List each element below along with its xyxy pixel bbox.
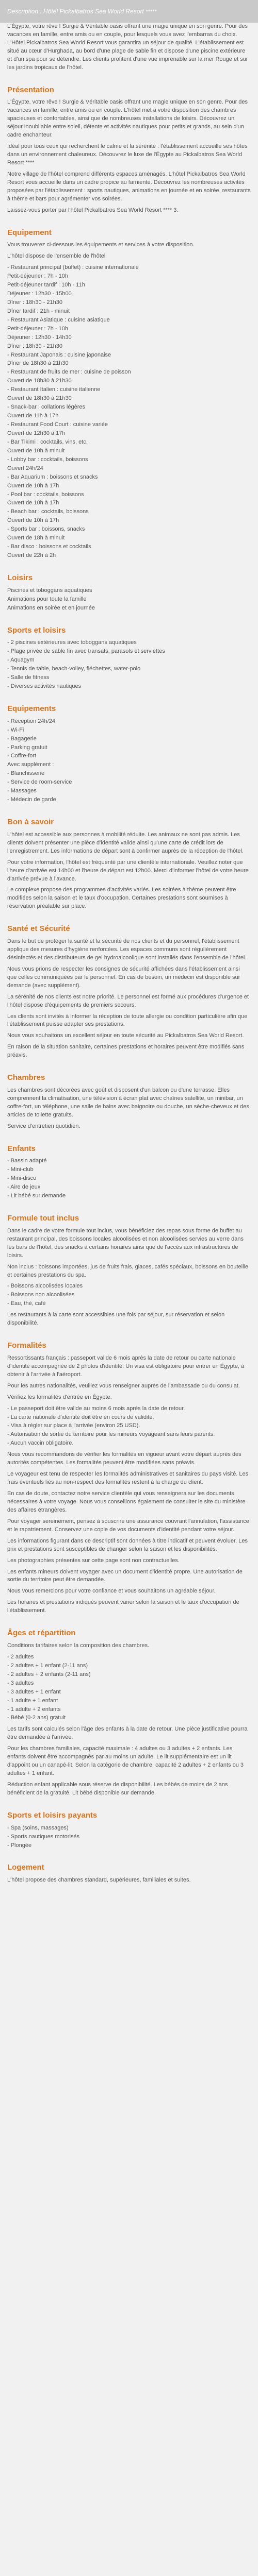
sports-heading: Sports et loisirs bbox=[7, 625, 66, 635]
ages-text-3: Pour les chambres familiales, capacité maximale : 4 adultes ou 3 adultes + 2 enfants. Les enfants doivent être accompagnés par au moins un adulte. Le lit supplémentaire est un lit d'appoint ou un canapé-lit. Selon la catégorie de chambre, capacité 2 adultes + 2 enfants ou 3 adultes + 1 enfant. bbox=[7, 1745, 244, 1777]
list-item: - 3 adultes bbox=[7, 1680, 34, 1686]
list-item: - Spa (soins, massages) bbox=[7, 1824, 69, 1831]
list-item: Ouvert de 18h30 à 21h30 bbox=[7, 395, 72, 402]
formalites-text-3: Vérifiez les formalités d'entrée en Égypte. bbox=[7, 1394, 112, 1400]
sante-text-3: La sérénité de nos clients est notre priorité. Le personnel est formé aux procédures d'urgence et l'hôtel dispose d'équipements de premiers secours. bbox=[7, 993, 249, 1008]
list-item: - Massages bbox=[7, 788, 37, 794]
list-item: - 2 adultes + 2 enfants (2-11 ans) bbox=[7, 1671, 91, 1677]
section-enfants bbox=[0, 1143, 258, 1207]
list-item: - Restaurant de fruits de mer : cuisine de poisson bbox=[7, 369, 131, 376]
bon-a-savoir-text-2: Pour votre information, l'hôtel est fréquenté par une clientèle internationale. Veuillez noter que l'heure d'arrivée est 14h00 et l'heure de départ est 12h00. Merci d'informer l'hôtel de votre heure d'arrivée prévue à l'avance. bbox=[7, 859, 249, 882]
list-item: - Beach bar : cocktails, boissons bbox=[7, 509, 89, 515]
formalites-text-2: Pour les autres nationalités, veuillez vous renseigner auprès de l'ambassade ou du consulat. bbox=[7, 1382, 240, 1389]
section-formule bbox=[0, 1213, 258, 1334]
presentation-text: L'Égypte, votre rêve ! Surgie & Véritable oasis offrant une magie unique en son genre. Pour des vacances en famille, entre amis ou en couple. L'hôtel met à votre disposition des chambres spacieuses et confortables, ainsi que de nombreuses installations de loisirs. Découvrez un séjour inoubliable entre soleil, détente et activités nautiques pour petits et grands, au sein d'un cadre enchanteur. bbox=[7, 99, 248, 139]
list-item: - Aquagym bbox=[7, 657, 35, 664]
list-item: - Pool bar : cocktails, boissons bbox=[7, 491, 84, 498]
list-item: - Restaurant Japonais : cuisine japonaise bbox=[7, 351, 111, 358]
list-item: Ouvert de 12h30 à 17h bbox=[7, 430, 66, 436]
section-equipements bbox=[0, 703, 258, 810]
bon-a-savoir-heading: Bon à savoir bbox=[7, 818, 54, 827]
equipement-sub: L'hôtel dispose de l'ensemble de l'hôtel bbox=[7, 253, 106, 260]
sante-text: Dans le but de protéger la santé et la sécurité de nos clients et du personnel, l'établissement applique des mesures d'hygiène renforcées. Les espaces communs sont régulièrement désinfectés et des distributeurs de gel hydroalcoolique sont installés dans l'ensemble de l'hôtel. bbox=[7, 938, 247, 961]
list-item: - 1 adulte + 1 enfant bbox=[7, 1697, 58, 1704]
list-item: - Restaurant principal (buffet) : cuisine internationale bbox=[7, 264, 139, 271]
bon-a-savoir-text-3: Le complexe propose des programmes d'activités variés. Les soirées à thème peuvent être modifiées selon la saison et le taux d'occupation. Certaines prestations sont soumises à réservation préalable sur place. bbox=[7, 887, 236, 910]
formalites-text-7: Pour voyager sereinement, pensez à souscrire une assurance couvrant l'annulation, l'assistance et le rapatriement. Conservez une copie de vos documents d'identité pendant votre séjour. bbox=[7, 1518, 249, 1533]
list-item: Animations en soirée et en journée bbox=[7, 604, 95, 611]
equipements-heading: Equipements bbox=[7, 704, 56, 713]
list-item: - Visa à régler sur place à l'arrivée (environ 25 USD). bbox=[7, 1422, 140, 1429]
list-item: - Le passeport doit être valide au moins 6 mois après la date de retour. bbox=[7, 1405, 185, 1412]
list-item: - 1 adulte + 2 enfants bbox=[7, 1706, 61, 1713]
restaurants-list bbox=[7, 264, 251, 560]
formalites-text-5: Le voyageur est tenu de respecter les formalités administratives et sanitaires du pays visité. Les frais éventuels liés au non-respect des formalités restent à la charge du client. bbox=[7, 1471, 249, 1486]
list-item: - Coffre-fort bbox=[7, 753, 37, 759]
list-item: - Aucun vaccin obligatoire. bbox=[7, 1440, 74, 1447]
list-item: - Bar Aquarium : boissons et snacks bbox=[7, 473, 98, 480]
loisirs-heading: Loisirs bbox=[7, 573, 33, 582]
formalites-text-12: Les horaires et prestations indiqués peuvent varier selon la saison et le taux d'occupation de l'établissement. bbox=[7, 1599, 239, 1614]
ages-text-4: Réduction enfant applicable sous réserve de disponibilité. Les bébés de moins de 2 ans bénéficient de la gratuité. Lit bébé disponible sur demande. bbox=[7, 1782, 228, 1796]
list-item: - Service de room-service bbox=[7, 779, 72, 786]
list-item: Dîner tardif : 21h - minuit bbox=[7, 308, 70, 314]
list-item: Ouvert 24h/24 bbox=[7, 465, 43, 471]
formalites-text-10: Les enfants mineurs doivent voyager avec un document d'identité propre. Une autorisation de sortie du territoire peut être demandée. bbox=[7, 1568, 243, 1583]
formule-text: Dans le cadre de votre formule tout inclus, vous bénéficiez des repas sous forme de buffet au restaurant principal, des boissons locales alcoolisées et non alcoolisées servies au verre dans les bars de l'hôtel, des snacks à certains horaires ainsi que de l'accès aux infrastructures de loisirs. bbox=[7, 1227, 244, 1259]
list-item: - Mini-club bbox=[7, 1166, 34, 1173]
list-item: - Autorisation de sortie du territoire pour les mineurs voyageant sans leurs parents. bbox=[7, 1431, 215, 1438]
intro-text: L'Égypte, votre rêve ! Surgie & Véritable oasis offrant une magie unique en son genre. Pour des vacances en famille, entre amis ou en couple, pour lesquels vous avez l'embarras du choix. L'Hôtel Pickalbatros Sea World Resort vous garantira un séjour de qualité. L'établissement est situé au cœur d'Hurghada, au bord d'une plage de sable fin et dispose d'une piscine extérieure et d'un spa pour se détendre. Les clients profitent d'une vue imprenable sur la mer Rouge et sur les jardins tropicaux de l'hôtel. bbox=[7, 23, 248, 71]
list-item: Avec supplément : bbox=[7, 761, 54, 768]
list-item: - Plongée bbox=[7, 1842, 32, 1849]
section-presentation bbox=[0, 84, 258, 221]
formule-heading: Formule tout inclus bbox=[7, 1214, 79, 1223]
list-item: - Mini-disco bbox=[7, 1175, 37, 1182]
hero-banner bbox=[0, 0, 258, 23]
list-item: - Tennis de table, beach-volley, fléchettes, water-polo bbox=[7, 666, 141, 672]
hotel-stars: ***** bbox=[146, 9, 157, 15]
list-item: - Restaurant Food Court : cuisine variée bbox=[7, 421, 108, 428]
list-item: Dîner : 18h30 - 21h30 bbox=[7, 299, 63, 306]
section-equipement bbox=[0, 227, 258, 567]
list-item: Déjeuner : 12h30 - 15h00 bbox=[7, 290, 72, 297]
sante-text-2: Nous vous prions de respecter les consignes de sécurité affichées dans l'établissement ainsi que celles communiquées par le personnel. En cas de besoin, un médecin est disponible sur demande (avec supplément). bbox=[7, 965, 240, 989]
list-item: Petit-déjeuner tardif : 10h - 11h bbox=[7, 282, 85, 288]
hotel-title-text: Description : Hôtel Pickalbatros Sea World Resort bbox=[7, 8, 144, 15]
formalites-text-6: En cas de doute, contactez notre service clientèle qui vous renseignera sur les documents nécessaires à votre voyage. Nous vous conseillons également de consulter le site du ministère des affaires étrangères. bbox=[7, 1490, 246, 1513]
logement-heading: Logement bbox=[7, 1863, 44, 1872]
section-loisirs bbox=[0, 572, 258, 619]
list-item: - Blanchisserie bbox=[7, 770, 45, 777]
ages-intro: Conditions tarifaires selon la composition des chambres. bbox=[7, 1642, 150, 1649]
sante-text-5: Nous vous souhaitons un excellent séjour en toute sécurité au Pickalbatros Sea World Resort. bbox=[7, 1032, 244, 1039]
list-item: - Aire de jeux bbox=[7, 1184, 41, 1191]
list-item: - Bébé (0-2 ans) gratuit bbox=[7, 1715, 66, 1721]
formalites-text-4: Nous vous recommandons de vérifier les formalités en vigueur avant votre départ auprès des autorités compétentes. Les formalités peuvent être modifiées sans préavis. bbox=[7, 1451, 241, 1466]
formalites-list bbox=[7, 1405, 251, 1448]
formule-list bbox=[7, 1282, 251, 1308]
presentation-heading: Présentation bbox=[7, 85, 54, 94]
list-item: - 2 adultes bbox=[7, 1653, 34, 1660]
formalites-text-8: Les informations figurant dans ce descriptif sont données à titre indicatif et peuvent évoluer. Les prix et prestations sont susceptibles de changer selon la saison et les disponibilités. bbox=[7, 1537, 248, 1552]
presentation-text-4: Laissez-vous porter par l'hôtel Pickalbatros Sea World Resort **** 3. bbox=[7, 207, 179, 213]
equipements-list bbox=[7, 718, 251, 804]
list-item: - Sports bar : boissons, snacks bbox=[7, 526, 85, 533]
section-chambres bbox=[0, 1072, 258, 1137]
bon-a-savoir-text: L'hôtel est accessible aux personnes à mobilité réduite. Les animaux ne sont pas admis. Les clients doivent présenter une pièce d'identité valide ainsi qu'une carte de crédit lors de l'enregistrement. Les informations de départ sont à confirmer auprès de la réception de l'hôtel. bbox=[7, 831, 244, 854]
list-item: Petit-déjeuner : 7h - 10h bbox=[7, 273, 69, 280]
enfants-list bbox=[7, 1157, 251, 1200]
sports-payants-list bbox=[7, 1824, 251, 1850]
list-item: - 3 adultes + 1 enfant bbox=[7, 1688, 61, 1695]
formule-text-2: Non inclus : boissons importées, jus de fruits frais, glaces, cafés spéciaux, boissons en bouteille et certaines prestations du spa. bbox=[7, 1263, 249, 1278]
chambres-text: Les chambres sont décorées avec goût et disposent d'un balcon ou d'une terrasse. Elles comprennent la climatisation, une télévision à écran plat avec chaînes satellite, un minibar, un coffre-fort, un téléphone, une salle de bains avec baignoire ou douche, un sèche-cheveux et des articles de toilette gratuits. bbox=[7, 1087, 249, 1118]
list-item: - 2 adultes + 1 enfant (2-11 ans) bbox=[7, 1662, 88, 1669]
list-item: - Wi-Fi bbox=[7, 726, 24, 733]
list-item: Ouvert de 18h30 à 21h30 bbox=[7, 378, 72, 384]
ages-text-2: Les tarifs sont calculés selon l'âge des enfants à la date de retour. Une pièce justificative pourra être demandée à l'arrivée. bbox=[7, 1726, 248, 1741]
list-item: Ouvert de 10h à 17h bbox=[7, 517, 59, 524]
list-item: Petit-déjeuner : 7h - 10h bbox=[7, 325, 69, 332]
list-item: Ouvert de 10h à 17h bbox=[7, 500, 59, 506]
list-item: - Snack-bar : collations légères bbox=[7, 404, 86, 411]
list-item: - 2 piscines extérieures avec toboggans aquatiques bbox=[7, 639, 137, 646]
ages-heading: Âges et répartition bbox=[7, 1629, 76, 1638]
formalites-heading: Formalités bbox=[7, 1341, 46, 1350]
loisirs-list bbox=[7, 587, 251, 613]
sante-text-6: En raison de la situation sanitaire, certaines prestations et horaires peuvent être modifiés sans préavis. bbox=[7, 1044, 245, 1059]
section-formalites bbox=[0, 1340, 258, 1621]
hotel-title bbox=[7, 7, 251, 16]
formalites-text-11: Nous vous remercions pour votre confiance et vous souhaitons un agréable séjour. bbox=[7, 1588, 216, 1595]
equipement-intro: Vous trouverez ci-dessous les équipements et services à votre disposition. bbox=[7, 242, 195, 248]
sports-list bbox=[7, 639, 251, 691]
list-item: Ouvert de 10h à minuit bbox=[7, 447, 65, 454]
list-item: Animations pour toute la famille bbox=[7, 596, 87, 602]
section-ages bbox=[0, 1628, 258, 1804]
list-item: - Médecin de garde bbox=[7, 796, 56, 803]
formalites-text-9: Les photographies présentes sur cette page sont non contractuelles. bbox=[7, 1557, 180, 1564]
equipement-heading: Equipement bbox=[7, 228, 52, 237]
section-intro bbox=[0, 23, 258, 78]
section-sports bbox=[0, 625, 258, 697]
list-item: - Bagagerie bbox=[7, 735, 37, 742]
list-item: Déjeuner : 12h30 - 14h30 bbox=[7, 334, 72, 341]
presentation-text-3: Notre village de l'hôtel comprend différents espaces aménagés. L'hôtel Pickalbatros Sea World Resort vous accueille dans un cadre propice au farniente. Découvrez les nombreuses activités proposées par l'établissement : sports nautiques, animations en journée et en soirée, restaurants à thème et bars pour agrémenter vos soirées. bbox=[7, 171, 251, 202]
logement-text: L'hôtel propose des chambres standard, supérieures, familiales et suites. bbox=[7, 1877, 191, 1884]
list-item: Dîner : 18h30 - 21h30 bbox=[7, 343, 63, 349]
enfants-heading: Enfants bbox=[7, 1144, 36, 1153]
list-item: - Lit bébé sur demande bbox=[7, 1193, 66, 1199]
list-item: - Restaurant Italien : cuisine italienne bbox=[7, 386, 101, 393]
list-item: Ouvert de 18h à minuit bbox=[7, 535, 65, 541]
section-sports-payants bbox=[0, 1810, 258, 1856]
list-item: - Restaurant Asiatique : cuisine asiatique bbox=[7, 316, 110, 323]
section-bon-a-savoir bbox=[0, 817, 258, 917]
formule-text-3: Les restaurants à la carte sont accessibles une fois par séjour, sur réservation et selon disponibilité. bbox=[7, 1312, 225, 1327]
list-item: Ouvert de 10h à 17h bbox=[7, 482, 59, 489]
list-item: Ouvert de 22h à 2h bbox=[7, 552, 56, 559]
list-item: - Réception 24h/24 bbox=[7, 718, 55, 724]
list-item: - La carte nationale d'identité doit être en cours de validité. bbox=[7, 1414, 154, 1420]
section-logement bbox=[0, 1862, 258, 1891]
sports-payants-heading: Sports et loisirs payants bbox=[7, 1810, 98, 1820]
list-item: - Boissons non alcoolisées bbox=[7, 1292, 75, 1298]
list-item: - Eau, thé, café bbox=[7, 1300, 46, 1307]
list-item: - Salle de fitness bbox=[7, 674, 50, 681]
list-item: - Bar Tikimi : cocktails, vins, etc. bbox=[7, 438, 88, 445]
chambres-heading: Chambres bbox=[7, 1073, 45, 1082]
presentation-text-2: Idéal pour tous ceux qui recherchent le calme et la sérénité : l'établissement accueille ses hôtes dans un environnement chaleureux. Découvrez le luxe de l'Égypte au Pickalbatros Sea World Resort **** bbox=[7, 143, 248, 166]
list-item: - Bassin adapté bbox=[7, 1158, 47, 1164]
section-sante bbox=[0, 923, 258, 1066]
list-item: Dîner de 18h30 à 21h30 bbox=[7, 360, 69, 367]
list-item: Ouvert de 11h à 17h bbox=[7, 413, 59, 419]
chambres-text-2: Service d'entretien quotidien. bbox=[7, 1123, 80, 1129]
list-item: - Plage privée de sable fin avec transats, parasols et serviettes bbox=[7, 648, 165, 655]
list-item: - Lobby bar : cocktails, boissons bbox=[7, 456, 88, 463]
sante-heading: Santé et Sécurité bbox=[7, 924, 70, 934]
list-item: - Diverses activités nautiques bbox=[7, 683, 82, 689]
list-item: - Parking gratuit bbox=[7, 744, 47, 751]
list-item: - Sports nautiques motorisés bbox=[7, 1833, 80, 1840]
ages-list bbox=[7, 1653, 251, 1723]
list-item: - Boissons alcoolisées locales bbox=[7, 1283, 83, 1290]
formalites-text: Ressortissants français : passeport valide 6 mois après la date de retour ou carte nationale d'identité accompagnée de 2 photos d'identité. Un visa est obligatoire pour entrer en Égypte, à obtenir à l'arrivée à l'aéroport. bbox=[7, 1354, 245, 1378]
sante-text-4: Les clients sont invités à informer la réception de toute allergie ou condition particulière afin que l'établissement puisse adapter ses prestations. bbox=[7, 1013, 248, 1028]
list-item: - Bar disco : boissons et cocktails bbox=[7, 544, 91, 550]
list-item: Piscines et toboggans aquatiques bbox=[7, 587, 92, 594]
